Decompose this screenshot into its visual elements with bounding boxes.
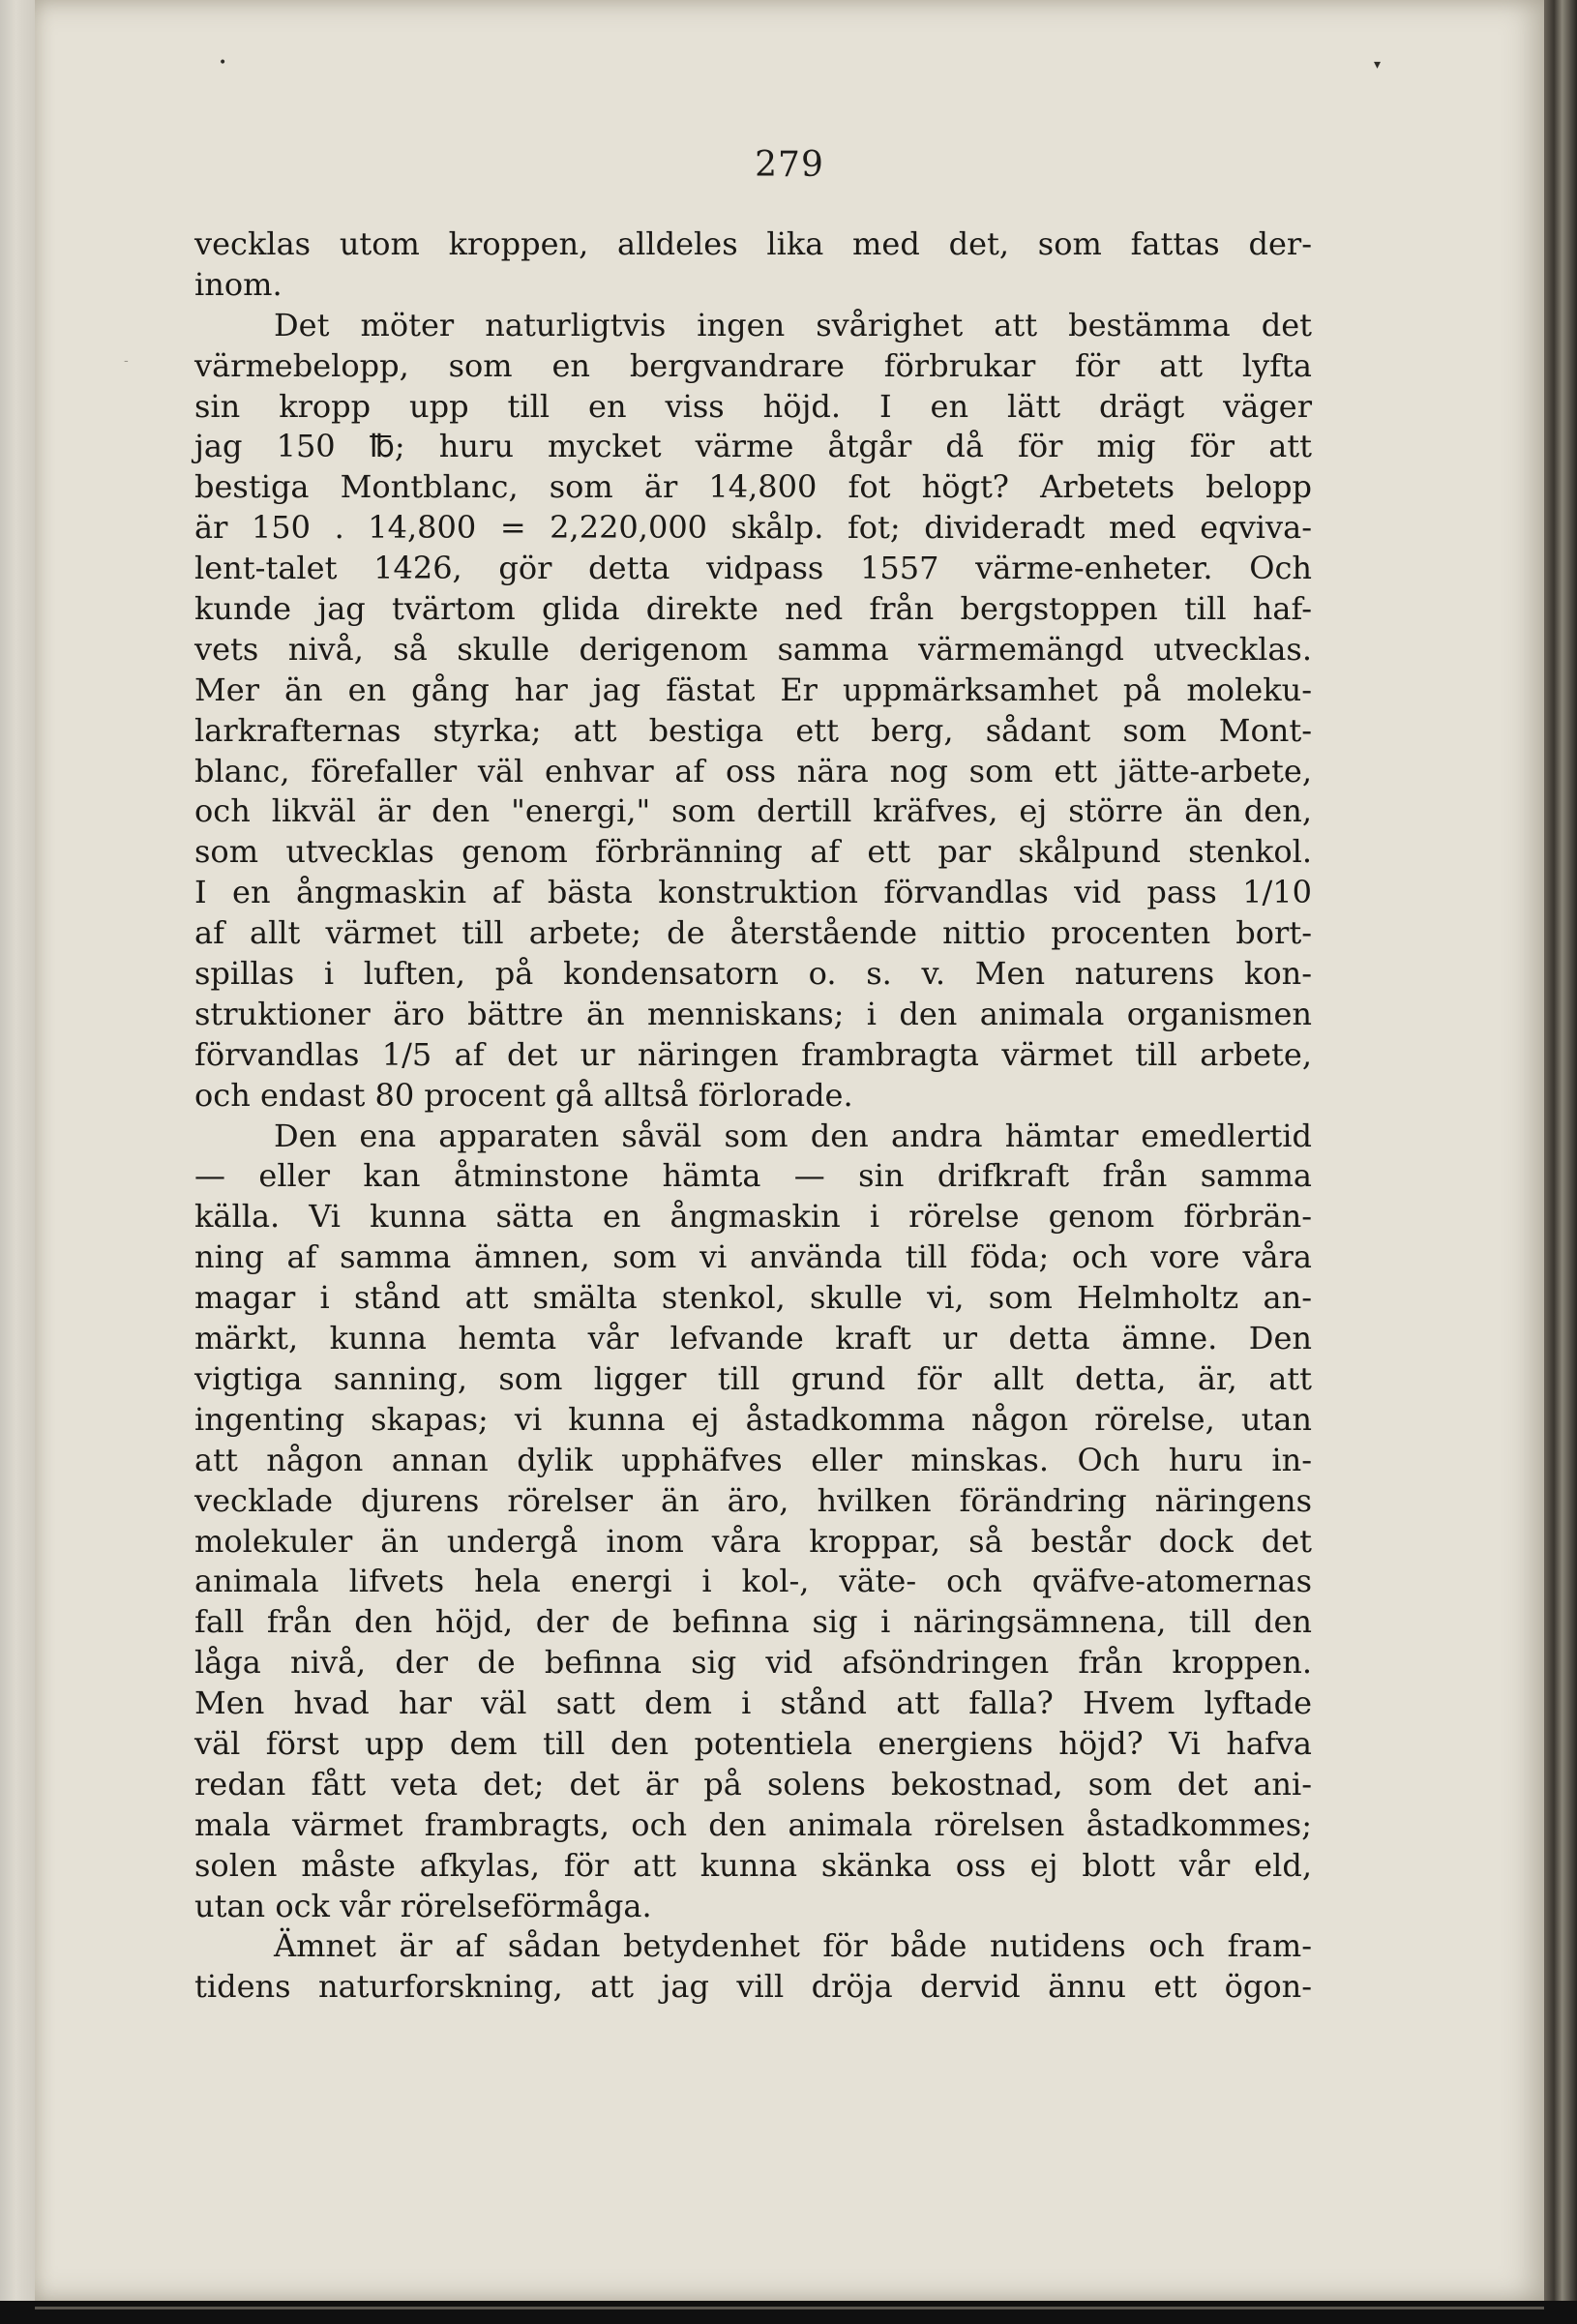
text-line: af allt värmet till arbete; de återstående nittio procenten bort- bbox=[194, 914, 1312, 952]
text-line: blanc, förefaller väl enhvar af oss nära nog som ett jätte-arbete, bbox=[194, 752, 1312, 790]
text-line: lent-talet 1426, gör detta vidpass 1557 värme-enheter. Och bbox=[194, 550, 1312, 587]
right-page-edge bbox=[1544, 0, 1577, 2324]
text-line: värmebelopp, som en bergvandrare förbrukar för att lyfta bbox=[194, 346, 1312, 384]
left-page-edge bbox=[0, 0, 35, 2324]
text-line: fall från den höjd, der de befinna sig i näringsämnena, till den bbox=[194, 1603, 1312, 1641]
bottom-edge bbox=[0, 2301, 1577, 2324]
text-line: Men hvad har väl satt dem i stånd att falla? Hvem lyftade bbox=[194, 1684, 1312, 1722]
text-line: animala lifvets hela energi i kol-, väte- och qväfve-atomernas bbox=[194, 1563, 1312, 1600]
text-line: vecklade djurens rörelser än äro, hvilken förändring näringens bbox=[194, 1481, 1312, 1519]
text-line: struktioner äro bättre än menniskans; i den animala organismen bbox=[194, 995, 1312, 1032]
text-line: — eller kan åtminstone hämta — sin drifkraft från samma bbox=[194, 1157, 1312, 1195]
text-line: spillas i luften, på kondensatorn o. s. v. Men naturens kon- bbox=[194, 955, 1312, 993]
text-line: väl först upp dem till den potentiela energiens höjd? Vi hafva bbox=[194, 1724, 1312, 1762]
book-page bbox=[35, 0, 1544, 2301]
text-line: magar i stånd att smälta stenkol, skulle vi, som Helmholtz an- bbox=[194, 1279, 1312, 1317]
text-line: Den ena apparaten såväl som den andra hämtar emedlertid bbox=[274, 1117, 1312, 1154]
text-line: vecklas utom kroppen, alldeles lika med det, som fattas der- bbox=[194, 225, 1312, 262]
text-line: förvandlas 1/5 af det ur näringen frambragta värmet till arbete, bbox=[194, 1035, 1312, 1073]
text-line: låga nivå, der de befinna sig vid afsöndringen från kroppen. bbox=[194, 1644, 1312, 1682]
page-speck: ▾ bbox=[1374, 57, 1382, 73]
text-line: jag 150 ℔; huru mycket värme åtgår då för mig för att bbox=[194, 428, 1312, 465]
page-speck: • bbox=[219, 55, 227, 71]
text-line: som utvecklas genom förbränning af ett par skålpund stenkol. bbox=[194, 833, 1312, 871]
text-line: molekuler än undergå inom våra kroppar, så består dock det bbox=[194, 1522, 1312, 1560]
text-line: tidens naturforskning, att jag vill dröja dervid ännu ett ögon- bbox=[194, 1968, 1312, 2006]
text-line: kunde jag tvärtom glida direkte ned från bergstoppen till haf- bbox=[194, 590, 1312, 628]
text-line: märkt, kunna hemta vår lefvande kraft ur detta ämne. Den bbox=[194, 1320, 1312, 1357]
text-line: bestiga Montblanc, som är 14,800 fot högt? Arbetets belopp bbox=[194, 468, 1312, 506]
text-line: är 150 . 14,800 = 2,220,000 skålp. fot; divideradt med eqviva- bbox=[194, 509, 1312, 547]
text-line: ingenting skapas; vi kunna ej åstadkomma någon rörelse, utan bbox=[194, 1400, 1312, 1438]
text-line: inom. bbox=[194, 265, 283, 303]
text-line: redan fått veta det; det är på solens bekostnad, som det ani- bbox=[194, 1765, 1312, 1803]
page-speck: - bbox=[124, 353, 129, 369]
body-text bbox=[194, 224, 1312, 2008]
page-number: 279 bbox=[755, 145, 824, 185]
text-line: vets nivå, så skulle derigenom samma värmemängd utvecklas. bbox=[194, 630, 1312, 668]
text-line: Mer än en gång har jag fästat Er uppmärksamhet på moleku- bbox=[194, 670, 1312, 708]
text-line: I en ångmaskin af bästa konstruktion förvandlas vid pass 1/10 bbox=[194, 874, 1312, 911]
text-line: Ämnet är af sådan betydenhet för både nutidens och fram- bbox=[274, 1927, 1312, 1965]
text-line: och likväl är den "energi," som dertill kräfves, ej större än den, bbox=[194, 792, 1312, 830]
text-line: Det möter naturligtvis ingen svårighet att bestämma det bbox=[274, 306, 1312, 343]
text-line: mala värmet frambragts, och den animala rörelsen åstadkommes; bbox=[194, 1805, 1312, 1843]
text-line: ning af samma ämnen, som vi använda till föda; och vore våra bbox=[194, 1238, 1312, 1276]
text-line: att någon annan dylik upphäfves eller minskas. Och huru in- bbox=[194, 1441, 1312, 1478]
text-line: solen måste afkylas, för att kunna skänka oss ej blott vår eld, bbox=[194, 1846, 1312, 1884]
text-line: och endast 80 procent gå alltså förlorade. bbox=[194, 1076, 853, 1114]
text-line: utan ock vår rörelseförmåga. bbox=[194, 1887, 652, 1924]
text-line: sin kropp upp till en viss höjd. I en lätt drägt väger bbox=[194, 387, 1312, 425]
text-line: källa. Vi kunna sätta en ångmaskin i rörelse genom förbrän- bbox=[194, 1198, 1312, 1236]
text-line: vigtiga sanning, som ligger till grund för allt detta, är, att bbox=[194, 1359, 1312, 1397]
text-line: larkrafternas styrka; att bestiga ett berg, sådant som Mont- bbox=[194, 711, 1312, 749]
bottom-rule bbox=[35, 2307, 1544, 2309]
